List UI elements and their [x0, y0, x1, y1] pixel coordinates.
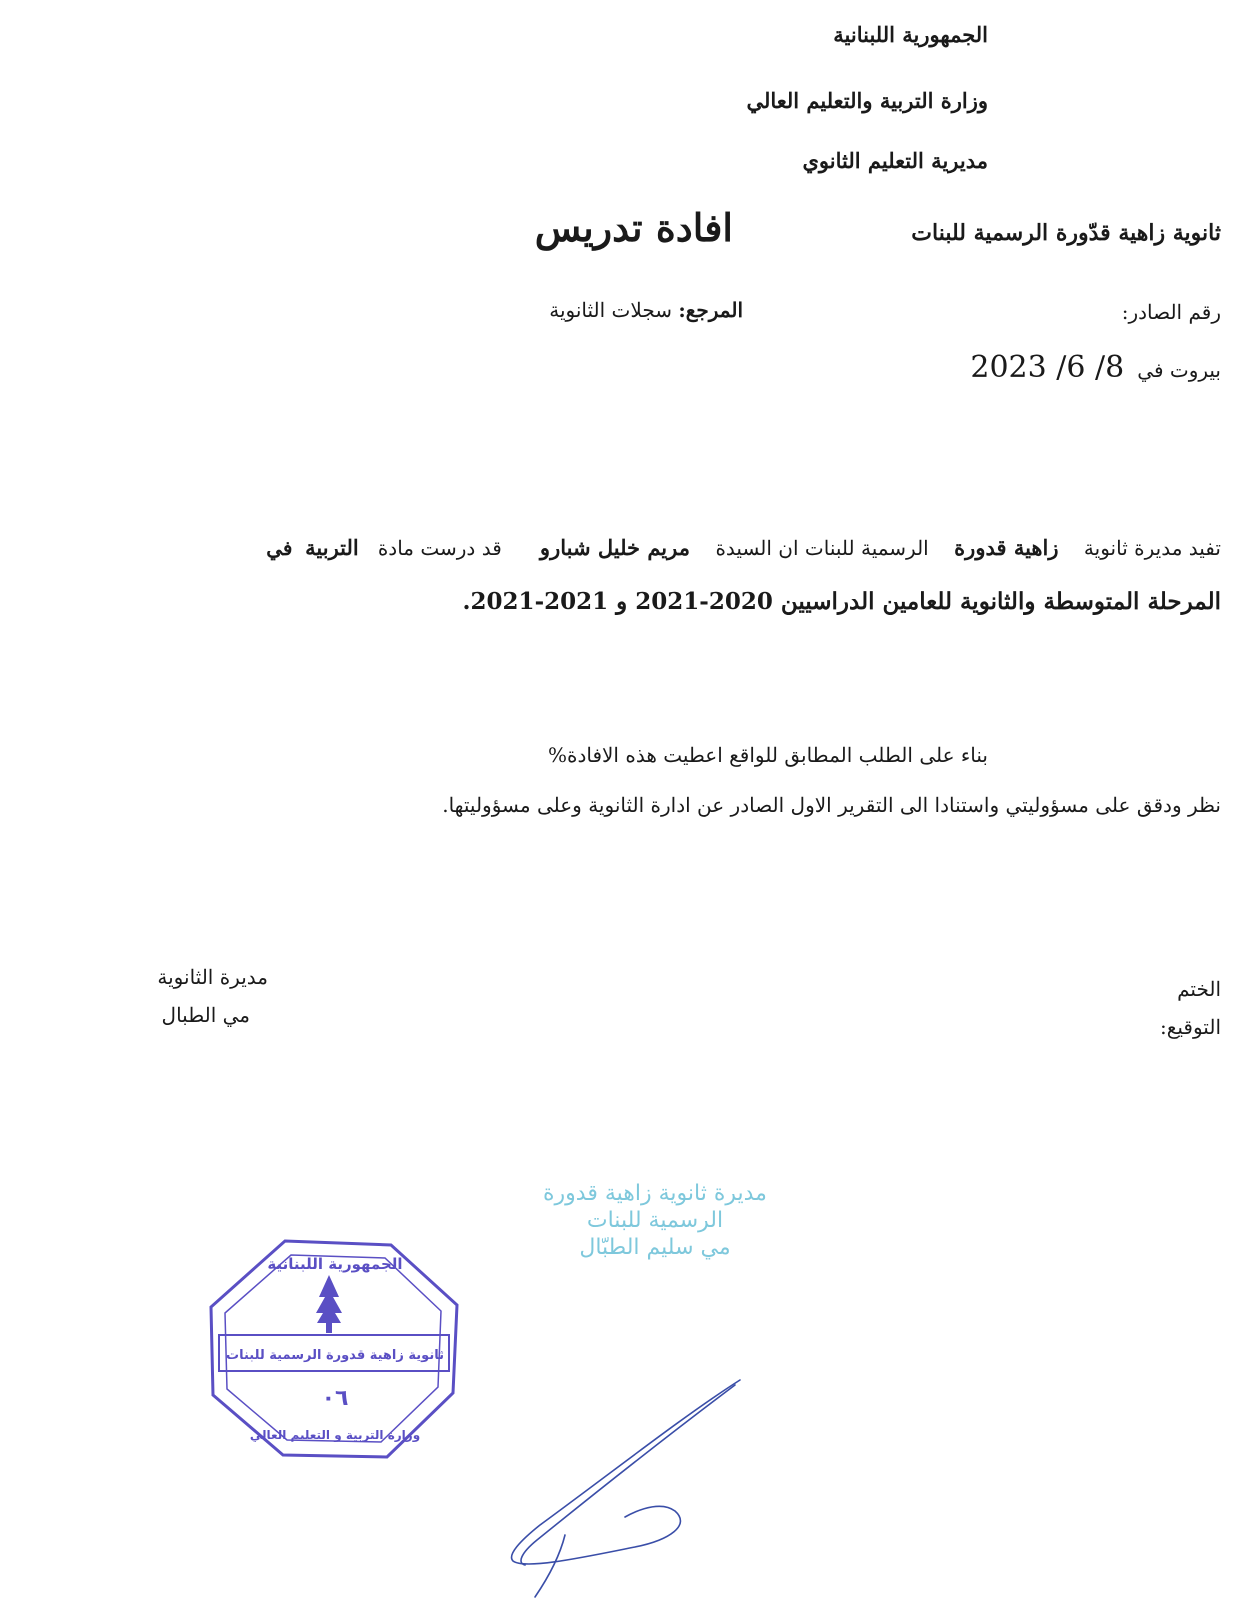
stamp-line-2: الرسمية للبنات	[586, 1208, 724, 1233]
official-seal	[205, 1235, 465, 1465]
cedar-icon	[316, 1275, 342, 1333]
reference-line	[549, 298, 743, 322]
principal-title: مديرة الثانوية	[157, 965, 268, 989]
seal-number: ٠٦	[321, 1386, 349, 1411]
request-line-2: نظر ودقق على مسؤوليتي واستنادا الى التقرير الاول الصادر عن ادارة الثانوية وعلى مسؤوليتها.	[442, 793, 1221, 817]
statement-part-2: الرسمية للبنات ان السيدة	[715, 536, 929, 560]
statement-teacher: مريم خليل شبارو	[539, 535, 690, 560]
statement-part-1: تفيد مديرة ثانوية	[1083, 536, 1221, 560]
date-line	[970, 350, 1221, 385]
principal-name: مي الطبال	[161, 1003, 250, 1027]
statement-line-1	[266, 535, 1221, 560]
date-value: 2023 /6 /8	[970, 350, 1125, 385]
reference-value: سجلات الثانوية	[549, 298, 672, 322]
signature-label: التوقيع:	[1160, 1015, 1221, 1039]
seal-label: الختم	[1177, 977, 1221, 1001]
request-line-1: بناء على الطلب المطابق للواقع اعطيت هذه الافادة%	[547, 743, 988, 767]
reference-label: المرجع:	[678, 298, 743, 322]
date-place: بيروت في	[1137, 358, 1221, 382]
school-name: ثانوية زاهية قدّورة الرسمية للبنات	[911, 220, 1221, 246]
seal-top-text: الجمهورية اللبنانية	[267, 1255, 403, 1273]
statement-part-4: في	[266, 536, 293, 560]
principal-block	[157, 958, 268, 1034]
document-title: افادة تدريس	[534, 205, 733, 250]
stamp-line-1: مديرة ثانوية زاهية قدورة	[543, 1181, 767, 1206]
directorate-heading: مديرية التعليم الثانوي	[802, 148, 988, 173]
republic-heading: الجمهورية اللبنانية	[833, 22, 988, 47]
seal-bottom-text: وزارة التربية و التعليم العالي	[249, 1428, 421, 1442]
statement-part-3: قد درست مادة	[377, 536, 502, 560]
stamp-line-3: مي سليم الطبّال	[579, 1235, 731, 1260]
statement-school: زاهية قدورة	[954, 535, 1059, 560]
seal-signature-block	[1160, 970, 1221, 1046]
statement-line-2: المرحلة المتوسطة والثانوية للعامين الدراسيين 2020-2021 و 2021-2021.	[462, 588, 1221, 615]
principal-stamp	[495, 1180, 815, 1261]
statement-subject: التربية	[305, 535, 359, 560]
ministry-heading: وزارة التربية والتعليم العالي	[746, 88, 988, 113]
handwritten-signature	[465, 1375, 765, 1600]
issue-number-label: رقم الصادر:	[1121, 300, 1221, 324]
seal-band-text: ثانوية زاهية قدورة الرسمية للبنات	[226, 1348, 444, 1363]
